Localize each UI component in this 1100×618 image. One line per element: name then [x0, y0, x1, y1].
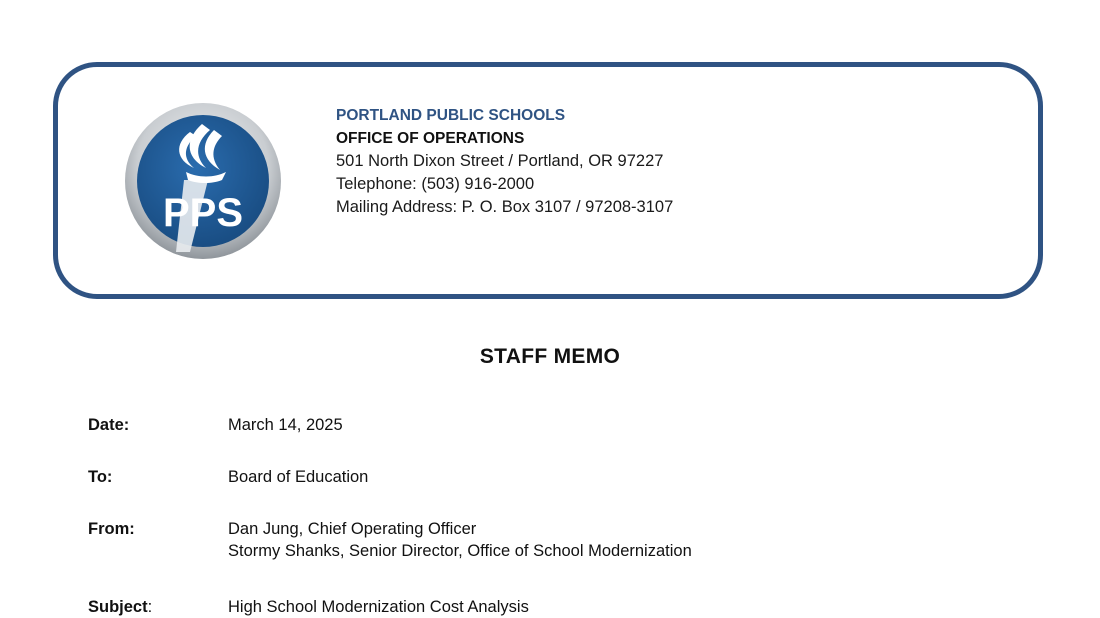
telephone: Telephone: (503) 916-2000	[336, 175, 535, 193]
memo-title: STAFF MEMO	[479, 345, 621, 368]
street-address: 501 North Dixon Street / Portland, OR 97227	[336, 152, 664, 170]
pps-logo	[124, 102, 282, 260]
subject-value: High School Modernization Cost Analysis	[228, 598, 529, 616]
mailing-address: Mailing Address: P. O. Box 3107 / 97208-3107	[336, 198, 674, 216]
date-label: Date:	[88, 416, 130, 434]
subject-label-group	[88, 596, 152, 618]
office-name: OFFICE OF OPERATIONS	[336, 130, 525, 147]
letterhead-text	[336, 104, 673, 219]
to-value: Board of Education	[228, 468, 369, 486]
subject-label: Subject	[88, 598, 148, 616]
to-label: To:	[88, 468, 113, 486]
from-value-2: Stormy Shanks, Senior Director, Office of School Modernization	[228, 542, 692, 560]
logo-lettering: PPS	[162, 191, 244, 235]
from-label: From:	[88, 520, 135, 538]
date-value: March 14, 2025	[228, 416, 343, 434]
org-name: PORTLAND PUBLIC SCHOOLS	[336, 107, 566, 124]
from-value-1: Dan Jung, Chief Operating Officer	[228, 520, 477, 538]
subject-colon: :	[147, 598, 153, 616]
